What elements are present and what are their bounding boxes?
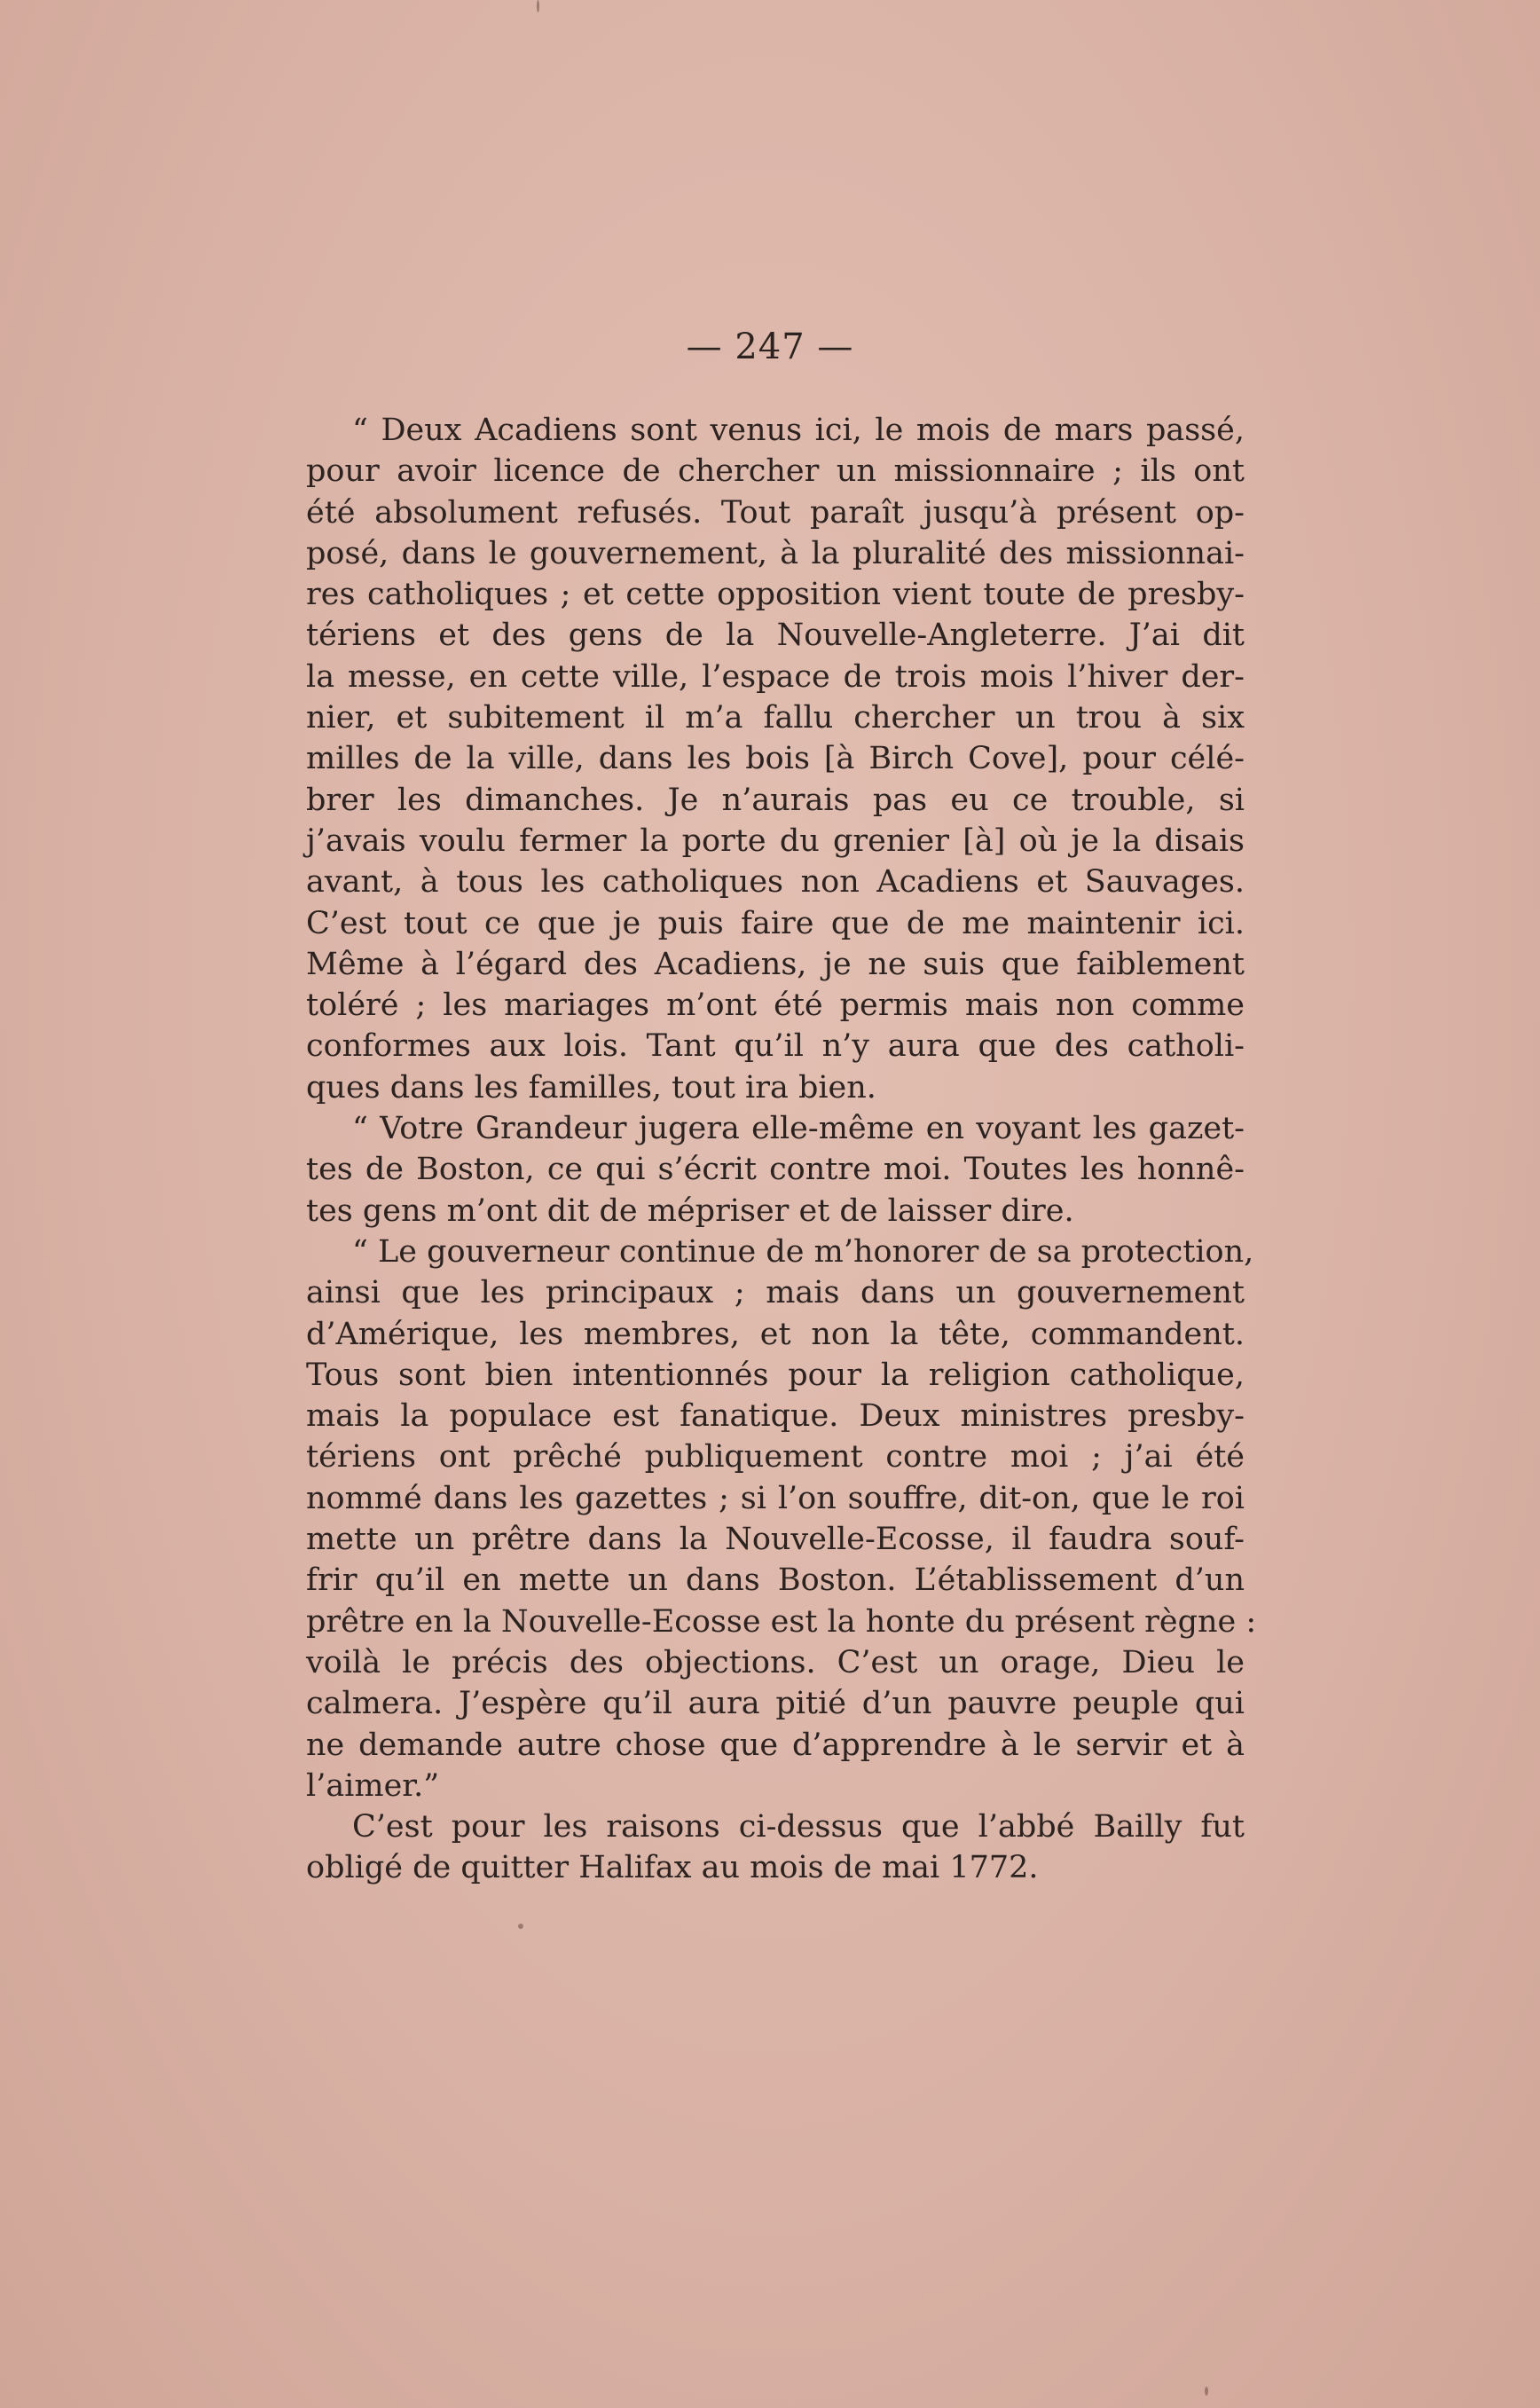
text-line: “ Deux Acadiens sont venus ici, le mois de mars passé, xyxy=(352,413,1245,448)
text-line: brer les dimanches. Je n’aurais pas eu ce trouble, si xyxy=(306,782,1245,818)
text-line: tes gens m’ont dit de mépriser et de laisser dire. xyxy=(306,1192,1074,1229)
text-line: frir qu’il en mette un dans Boston. L’établissement d’un xyxy=(306,1562,1245,1599)
text-line: tes de Boston, ce qui s’écrit contre moi. Toutes les honnê- xyxy=(306,1152,1245,1188)
text-line: prêtre en la Nouvelle-Ecosse est la honte du présent règne : xyxy=(306,1603,1257,1640)
text-line: calmera. J’espère qu’il aura pitié d’un pauvre peuple qui xyxy=(306,1686,1245,1722)
text-line: tériens ont prêché publiquement contre moi ; j’ai été xyxy=(306,1439,1245,1475)
text-line: “ Le gouverneur continue de m’honorer de sa protection, xyxy=(352,1233,1254,1270)
paper-speck xyxy=(518,1924,523,1929)
paragraph-4 xyxy=(306,1806,1245,1889)
text-line: “ Votre Grandeur jugera elle-même en voyant les gazet- xyxy=(352,1111,1245,1147)
text-line: conformes aux lois. Tant qu’il n’y aura que des catholi- xyxy=(306,1028,1245,1065)
text-line: voilà le précis des objections. C’est un orage, Dieu le xyxy=(306,1644,1245,1680)
text-line: mette un prêtre dans la Nouvelle-Ecosse, il faudra souf- xyxy=(306,1522,1245,1558)
text-line: tériens et des gens de la Nouvelle-Angleterre. J’ai dit xyxy=(306,618,1245,654)
text-line: milles de la ville, dans les bois [à Birch Cove], pour célé- xyxy=(306,741,1245,777)
text-line: ques dans les familles, tout ira bien. xyxy=(306,1069,876,1106)
text-line: C’est pour les raisons ci-dessus que l’abbé Bailly fut xyxy=(352,1809,1245,1845)
body-text xyxy=(306,410,1257,1889)
text-line: nommé dans les gazettes ; si l’on souffre, dit-on, que le roi xyxy=(306,1480,1245,1516)
text-line: C’est tout ce que je puis faire que de me maintenir ici. xyxy=(306,905,1245,941)
text-line: nier, et subitement il m’a fallu chercher un trou à six xyxy=(306,700,1245,736)
text-line: d’Amérique, les membres, et non la tête, commandent. xyxy=(306,1316,1245,1352)
paragraph-3 xyxy=(306,1232,1257,1806)
paragraph-2 xyxy=(306,1108,1245,1232)
paper-speck xyxy=(537,0,539,12)
text-line: ne demande autre chose que d’apprendre à le servir et à xyxy=(306,1727,1245,1763)
text-line: Tous sont bien intentionnés pour la religion catholique, xyxy=(306,1357,1245,1393)
page-number: — 247 — xyxy=(686,327,854,367)
text-line: mais la populace est fanatique. Deux ministres presby- xyxy=(306,1398,1245,1435)
text-line: pour avoir licence de chercher un missionnaire ; ils ont xyxy=(306,453,1245,490)
text-line: posé, dans le gouvernement, à la pluralité des missionnai- xyxy=(306,535,1245,571)
text-line: res catholiques ; et cette opposition vient toute de presby- xyxy=(306,577,1245,613)
text-line: été absolument refusés. Tout paraît jusqu’à présent op- xyxy=(306,494,1245,531)
paper-speck xyxy=(1205,2387,1208,2396)
paragraph-1 xyxy=(306,410,1245,1108)
text-line: obligé de quitter Halifax au mois de mai 1772. xyxy=(306,1850,1039,1886)
text-line: ainsi que les principaux ; mais dans un gouvernement xyxy=(306,1275,1245,1311)
text-line: Même à l’égard des Acadiens, je ne suis que faiblement xyxy=(306,946,1245,982)
text-line: avant, à tous les catholiques non Acadiens et Sauvages. xyxy=(306,864,1245,901)
text-line: l’aimer.” xyxy=(306,1767,440,1804)
text-line: toléré ; les mariages m’ont été permis mais non comme xyxy=(306,988,1245,1024)
text-line: la messe, en cette ville, l’espace de trois mois l’hiver der- xyxy=(306,658,1245,695)
text-line: j’avais voulu fermer la porte du grenier [à] où je la disais xyxy=(306,822,1245,859)
